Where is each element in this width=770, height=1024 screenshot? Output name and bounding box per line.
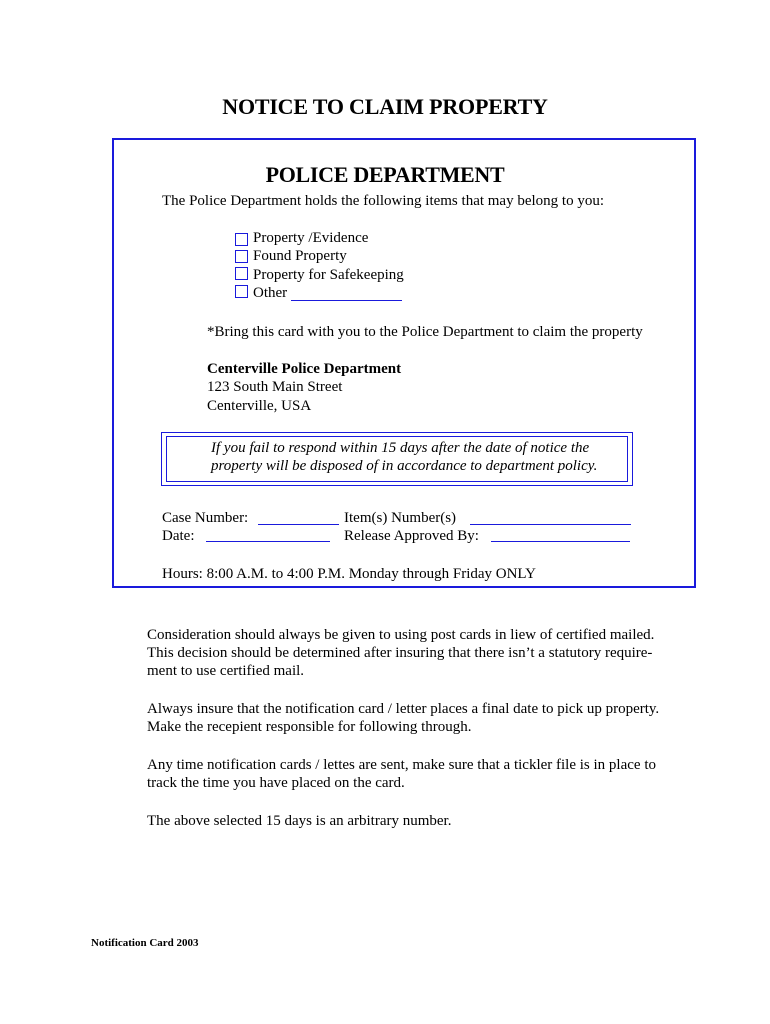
release-approved-field[interactable] <box>491 541 630 542</box>
office-hours: Hours: 8:00 A.M. to 4:00 P.M. Monday through Friday ONLY <box>162 566 536 582</box>
checkbox-other[interactable] <box>235 285 248 298</box>
department-street: 123 South Main Street <box>207 379 343 395</box>
case-number-field[interactable] <box>258 524 339 525</box>
note-3-line-2: track the time you have placed on the card. <box>147 775 405 791</box>
items-number-field[interactable] <box>470 524 631 525</box>
card-heading: POLICE DEPARTMENT <box>265 162 505 187</box>
release-approved-label: Release Approved By: <box>344 528 479 544</box>
bring-card-note: *Bring this card with you to the Police Department to claim the property <box>207 324 643 340</box>
note-2-line-2: Make the recepient responsible for following through. <box>147 719 472 735</box>
other-blank-line[interactable] <box>291 300 402 301</box>
warning-line-2: property will be disposed of in accordance to department policy. <box>211 458 598 474</box>
note-1-line-2: This decision should be determined after insuring that there isn’t a statutory require- <box>147 645 653 661</box>
note-3-line-1: Any time notification cards / lettes are sent, make sure that a tickler file is in place to <box>147 757 656 773</box>
date-label: Date: <box>162 528 195 544</box>
option-label-found-property: Found Property <box>253 248 347 264</box>
checkbox-safekeeping[interactable] <box>235 267 248 280</box>
note-2-line-1: Always insure that the notification card / letter places a final date to pick up property. <box>147 701 660 717</box>
footer-label: Notification Card 2003 <box>91 937 199 949</box>
note-4-line-1: The above selected 15 days is an arbitrary number. <box>147 813 452 829</box>
checkbox-property-evidence[interactable] <box>235 233 248 246</box>
note-1-line-3: ment to use certified mail. <box>147 663 305 679</box>
option-label-property-evidence: Property /Evidence <box>253 230 369 246</box>
checkbox-found-property[interactable] <box>235 250 248 263</box>
card-intro: The Police Department holds the following items that may belong to you: <box>162 193 605 209</box>
items-number-label: Item(s) Number(s) <box>344 510 457 526</box>
note-1-line-1: Consideration should always be given to using post cards in liew of certified mailed. <box>147 627 655 643</box>
warning-line-1: If you fail to respond within 15 days after the date of notice the <box>211 440 590 456</box>
option-label-other: Other <box>253 285 288 301</box>
department-name: Centerville Police Department <box>207 361 402 377</box>
option-label-safekeeping: Property for Safekeeping <box>253 267 404 283</box>
department-city: Centerville, USA <box>207 398 312 414</box>
date-field[interactable] <box>206 541 330 542</box>
document-title: NOTICE TO CLAIM PROPERTY <box>222 94 548 119</box>
case-number-label: Case Number: <box>162 510 249 526</box>
